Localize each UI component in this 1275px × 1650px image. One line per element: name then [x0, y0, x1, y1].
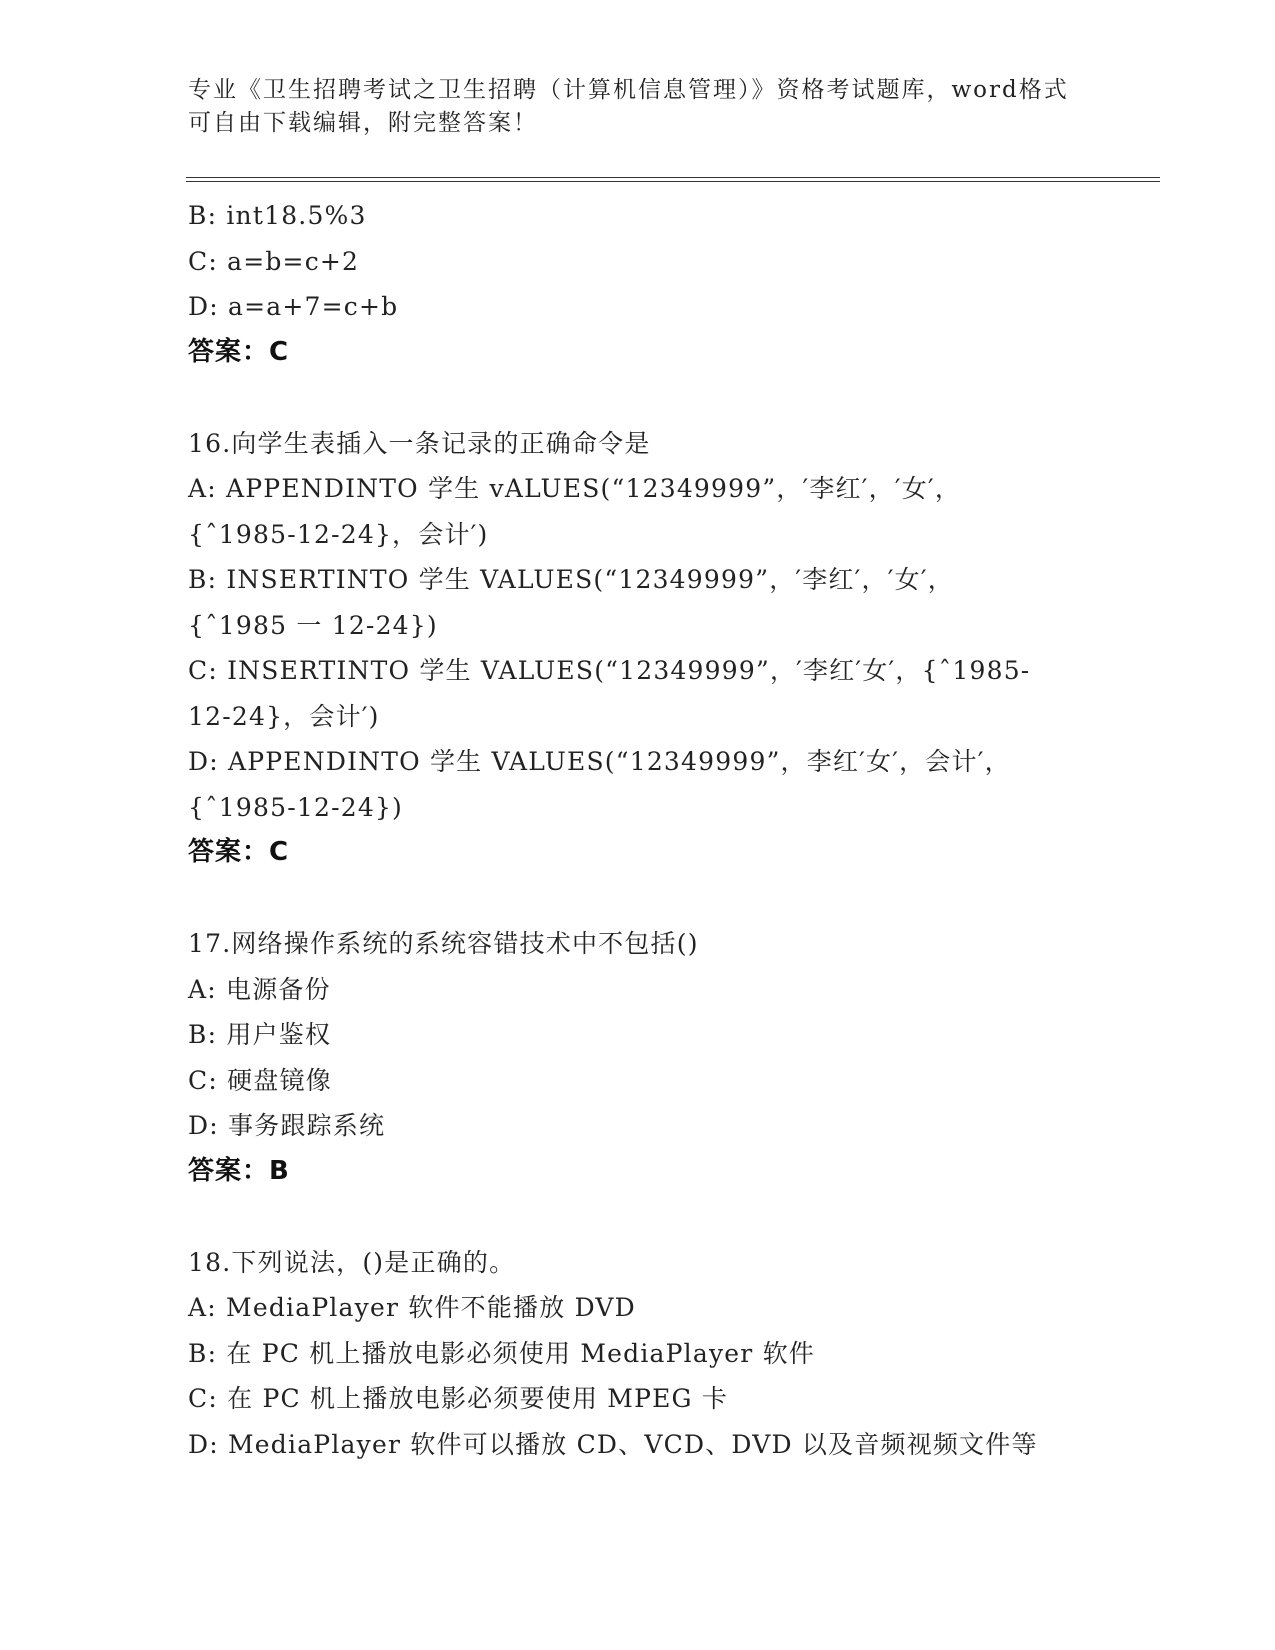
- q15-option-c: C: a=b=c+2: [188, 246, 360, 276]
- header-line-1: 专业《卫生招聘考试之卫生招聘（计算机信息管理）》资格考试题库，word格式: [188, 77, 1069, 103]
- q16-question: 16.向学生表插入一条记录的正确命令是: [188, 428, 651, 458]
- q16-option-b-line-1: B: INSERTINTO 学生 VALUES(“12349999”，′李红′，′女′，: [188, 565, 954, 594]
- q16-answer: 答案：C: [188, 837, 290, 867]
- q17-option-a: A: 电源备份: [188, 974, 331, 1004]
- q17-answer: 答案：B: [188, 1155, 290, 1186]
- q17-option-c: C: 硬盘镜像: [188, 1065, 332, 1095]
- header-divider-bottom: [186, 181, 1160, 182]
- q18-option-d: D: MediaPlayer 软件可以播放 CD、VCD、DVD 以及音频视频文件等: [188, 1429, 1038, 1459]
- q18-option-a: A: MediaPlayer 软件不能播放 DVD: [188, 1293, 636, 1322]
- q16-option-a-line-2: {ˆ1985-12-24}，会计′): [188, 519, 489, 549]
- q17-option-b: B: 用户鉴权: [188, 1020, 332, 1049]
- spacer: [188, 1194, 1188, 1240]
- q18-question: 18.下列说法，()是正确的。: [188, 1247, 516, 1277]
- question-content: [188, 193, 1188, 1467]
- q15-option-b: B: int18.5%3: [188, 201, 367, 230]
- header-line-2: 可自由下载编辑，附完整答案！: [188, 110, 538, 136]
- spacer: [188, 876, 1188, 922]
- document-header: [188, 74, 1088, 140]
- q16-option-b-line-2: {ˆ1985 一 12-24}): [188, 610, 438, 640]
- q17-option-d: D: 事务跟踪系统: [188, 1111, 386, 1140]
- q16-option-d-line-2: {ˆ1985-12-24}): [188, 792, 404, 822]
- q16-option-c-line-2: 12-24}，会计′): [188, 701, 380, 731]
- question-17: [188, 921, 1188, 1194]
- question-18: [188, 1240, 1188, 1468]
- q15-answer: 答案：C: [188, 336, 290, 367]
- q16-option-a-line-1: A: APPENDINTO 学生 vALUES(“12349999”，′李红′，′女′，: [188, 474, 962, 503]
- question-16: [188, 421, 1188, 876]
- q17-question: 17.网络操作系统的系统容错技术中不包括(): [188, 929, 699, 958]
- spacer: [188, 375, 1188, 421]
- header-divider-top: [186, 177, 1160, 178]
- q18-option-b: B: 在 PC 机上播放电影必须使用 MediaPlayer 软件: [188, 1338, 815, 1368]
- q15-option-d: D: a=a+7=c+b: [188, 292, 399, 321]
- q16-option-c-line-1: C: INSERTINTO 学生 VALUES(“12349999”，′李红′女′，{ˆ1985-: [188, 656, 1031, 685]
- q18-option-c: C: 在 PC 机上播放电影必须要使用 MPEG 卡: [188, 1384, 729, 1413]
- question-15: [188, 193, 1188, 375]
- q16-option-d-line-1: D: APPENDINTO 学生 VALUES(“12349999”，李红′女′，会计′，: [188, 747, 1011, 776]
